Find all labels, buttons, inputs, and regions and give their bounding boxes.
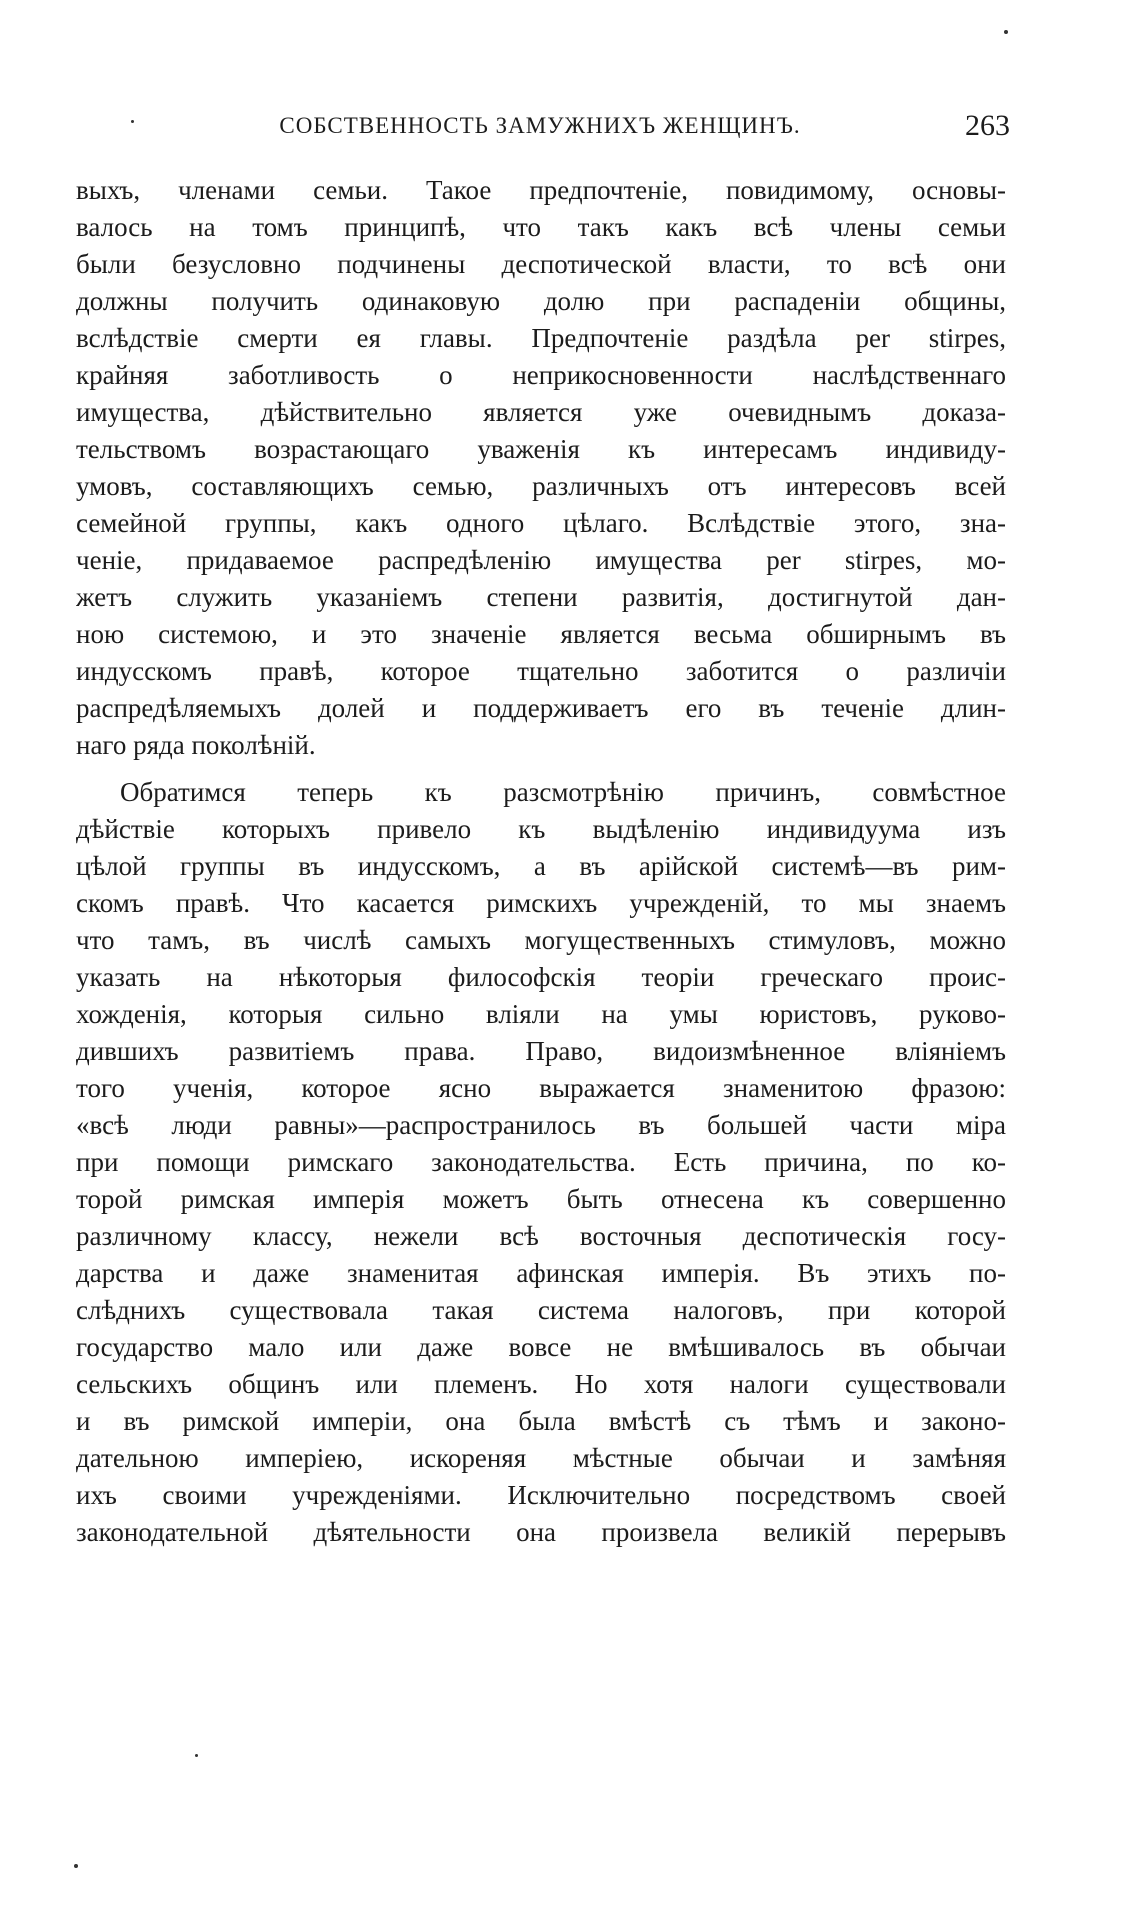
text-line: того ученія, которое ясно выражается знаменитою фразою: bbox=[76, 1073, 1006, 1103]
text-line: Обратимся теперь къ разсмотрѣнію причинъ, совмѣстное bbox=[120, 777, 1006, 807]
text-line: имущества, дѣйствительно является уже очевиднымъ доказа- bbox=[76, 397, 1006, 427]
text-line: ихъ своими учрежденіями. Исключительно посредствомъ своей bbox=[76, 1480, 1006, 1510]
scan-speck bbox=[74, 1864, 78, 1868]
text-line: торой римская имперія можетъ быть отнесена къ совершенно bbox=[76, 1184, 1006, 1214]
text-line: дательною имперіею, искореняя мѣстные обычаи и замѣняя bbox=[76, 1443, 1006, 1473]
text-line: ною системою, и это значеніе является весьма обширнымъ въ bbox=[76, 619, 1006, 649]
paragraph-2 bbox=[76, 774, 1006, 1551]
text-line: должны получить одинаковую долю при распаденіи общины, bbox=[76, 286, 1006, 316]
text-line: цѣлой группы въ индусскомъ, а въ арійской системѣ—въ рим- bbox=[76, 851, 1006, 881]
scan-speck bbox=[131, 120, 134, 123]
text-line: указать на нѣкоторыя философскія теоріи греческаго проис- bbox=[76, 962, 1006, 992]
running-title: СОБСТВЕННОСТЬ ЗАМУЖНИХЪ ЖЕНЩИНЪ. bbox=[279, 113, 801, 138]
text-line: «всѣ люди равны»—распространилось въ большей части міра bbox=[76, 1110, 1006, 1140]
text-line: дѣйствіе которыхъ привело къ выдѣленію индивидуума изъ bbox=[76, 814, 1006, 844]
text-line: различному классу, нежели всѣ восточныя деспотическія госу- bbox=[76, 1221, 1006, 1251]
text-line: выхъ, членами семьи. Такое предпочтеніе, повидимому, основы- bbox=[76, 175, 1006, 205]
running-header bbox=[70, 106, 1010, 146]
text-line: валось на томъ принципѣ, что такъ какъ всѣ члены семьи bbox=[76, 212, 1006, 242]
text-line: скомъ правѣ. Что касается римскихъ учрежденій, то мы знаемъ bbox=[76, 888, 1006, 918]
text-line: хожденія, которыя сильно вліяли на умы юристовъ, руково- bbox=[76, 999, 1006, 1029]
text-line: слѣднихъ существовала такая система налоговъ, при которой bbox=[76, 1295, 1006, 1325]
text-line: ченіе, придаваемое распредѣленію имущества per stirpes, мо- bbox=[76, 545, 1006, 575]
text-line: при помощи римскаго законодательства. Есть причина, по ко- bbox=[76, 1147, 1006, 1177]
text-line: вслѣдствіе смерти ея главы. Предпочтеніе раздѣла per stirpes, bbox=[76, 323, 1006, 353]
text-line: и въ римской имперіи, она была вмѣстѣ съ тѣмъ и законо- bbox=[76, 1406, 1006, 1436]
text-line: жетъ служить указаніемъ степени развитія, достигнутой дан- bbox=[76, 582, 1006, 612]
page-number: 263 bbox=[965, 109, 1010, 142]
text-line: государство мало или даже вовсе не вмѣшивалось въ обычаи bbox=[76, 1332, 1006, 1362]
body-text bbox=[76, 172, 1006, 1551]
text-line: дарства и даже знаменитая афинская имперія. Въ этихъ по- bbox=[76, 1258, 1006, 1288]
text-line: индусскомъ правѣ, которое тщательно заботится о различіи bbox=[76, 656, 1006, 686]
text-line: наго ряда поколѣній. bbox=[76, 730, 316, 760]
scan-speck bbox=[1004, 30, 1008, 34]
text-line: были безусловно подчинены деспотической власти, то всѣ они bbox=[76, 249, 1006, 279]
paragraph-1 bbox=[76, 172, 1006, 764]
text-line: умовъ, составляющихъ семью, различныхъ отъ интересовъ всей bbox=[76, 471, 1006, 501]
text-line: тельствомъ возрастающаго уваженія къ интересамъ индивиду- bbox=[76, 434, 1006, 464]
scan-speck bbox=[195, 1754, 198, 1757]
text-line: что тамъ, въ числѣ самыхъ могущественныхъ стимуловъ, можно bbox=[76, 925, 1006, 955]
text-line: крайняя заботливость о неприкосновенности наслѣдственнаго bbox=[76, 360, 1006, 390]
text-line: семейной группы, какъ одного цѣлаго. Вслѣдствіе этого, зна- bbox=[76, 508, 1006, 538]
text-line: законодательной дѣятельности она произвела великій перерывъ bbox=[76, 1517, 1006, 1547]
text-line: дившихъ развитіемъ права. Право, видоизмѣненное вліяніемъ bbox=[76, 1036, 1006, 1066]
text-line: распредѣляемыхъ долей и поддерживаетъ его въ теченіе длин- bbox=[76, 693, 1006, 723]
text-line: сельскихъ общинъ или племенъ. Но хотя налоги существовали bbox=[76, 1369, 1006, 1399]
